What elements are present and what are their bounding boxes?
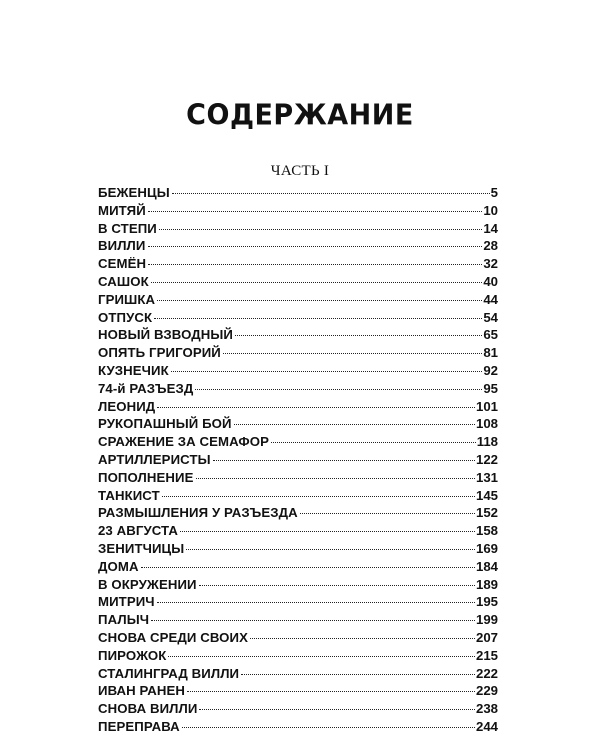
toc-entry-page: 199 xyxy=(475,612,498,628)
toc-entry-page: 222 xyxy=(475,665,498,681)
toc-entry-title: ОПЯТЬ ГРИГОРИЙ xyxy=(98,345,221,361)
toc-entry-page: 145 xyxy=(475,487,498,503)
toc-entry-page: 54 xyxy=(483,309,498,325)
toc-entry-title: ТАНКИСТ xyxy=(98,487,160,503)
toc-entry-page: 108 xyxy=(475,416,498,432)
toc-dot-leader xyxy=(250,638,475,639)
toc-dot-leader xyxy=(148,211,483,212)
toc-entry-title: ОТПУСК xyxy=(98,309,153,325)
toc-entry xyxy=(98,629,498,647)
toc-entry-title: РАЗМЫШЛЕНИЯ У РАЗЪЕЗДА xyxy=(98,505,298,521)
toc-entry-title: СРАЖЕНИЕ ЗА СЕМАФОР xyxy=(98,434,270,450)
toc-entry xyxy=(98,415,498,433)
toc-entry-page: 189 xyxy=(475,576,498,592)
toc-entry-page: 95 xyxy=(483,380,498,396)
toc-entry-title: АРТИЛЛЕРИСТЫ xyxy=(98,451,211,467)
toc-entry-title: ПАЛЫЧ xyxy=(98,612,150,628)
page-title: СОДЕРЖАНИЕ xyxy=(186,99,414,132)
toc-dot-leader xyxy=(151,282,483,283)
toc-entry-title: ИВАН РАНЕН xyxy=(98,683,186,699)
toc-entry-title: СТАЛИНГРАД ВИЛЛИ xyxy=(98,665,240,681)
toc-dot-leader xyxy=(271,442,476,443)
toc-dot-leader xyxy=(162,496,475,497)
part-heading: ЧАСТЬ I xyxy=(270,163,330,179)
toc-dot-leader xyxy=(154,318,482,319)
toc-entry-title: 74-й РАЗЪЕЗД xyxy=(98,380,194,396)
toc-entry-title: В СТЕПИ xyxy=(98,220,157,236)
toc-entry-page: 65 xyxy=(483,327,498,343)
toc-entry-title: МИТРИЧ xyxy=(98,594,155,610)
toc-entry xyxy=(98,682,498,700)
toc-entry-title: ПИРОЖОК xyxy=(98,647,167,663)
toc-entry xyxy=(98,433,498,451)
toc-entry xyxy=(98,558,498,576)
toc-entry-page: 28 xyxy=(483,238,498,254)
toc-entry xyxy=(98,540,498,558)
toc-entry-page: 44 xyxy=(483,291,498,307)
toc-dot-leader xyxy=(235,335,482,336)
toc-entry xyxy=(98,184,498,202)
toc-entry-page: 152 xyxy=(475,505,498,521)
toc-entry-page: 169 xyxy=(475,540,498,556)
toc-entry-title: ПОПОЛНЕНИЕ xyxy=(98,469,194,485)
toc-dot-leader xyxy=(159,229,482,230)
toc-dot-leader xyxy=(148,264,482,265)
toc-entry-page: 207 xyxy=(475,629,498,645)
toc-dot-leader xyxy=(199,709,475,710)
toc-entry-page: 158 xyxy=(475,523,498,539)
toc-entry-page: 131 xyxy=(475,469,498,485)
toc-entry-title: БЕЖЕНЦЫ xyxy=(98,185,170,200)
toc-entry-page: 81 xyxy=(483,345,498,361)
toc-entry xyxy=(98,362,498,380)
toc-entry xyxy=(98,380,498,398)
toc-dot-leader xyxy=(148,246,483,247)
toc-entry-title: СНОВА СРЕДИ СВОИХ xyxy=(98,629,248,645)
toc-entry xyxy=(98,344,498,362)
toc-dot-leader xyxy=(168,656,475,657)
toc-dot-leader xyxy=(199,585,475,586)
toc-entry-title: РУКОПАШНЫЙ БОЙ xyxy=(98,416,232,432)
toc-dot-leader xyxy=(180,531,475,532)
toc-entry-title: СНОВА ВИЛЛИ xyxy=(98,701,198,717)
table-of-contents xyxy=(98,184,498,736)
toc-entry xyxy=(98,700,498,718)
toc-entry xyxy=(98,647,498,665)
toc-dot-leader xyxy=(195,389,482,390)
toc-dot-leader xyxy=(151,620,475,621)
toc-entry-page: 195 xyxy=(475,594,498,610)
toc-entry-title: ДОМА xyxy=(98,558,139,574)
toc-entry xyxy=(98,522,498,540)
toc-entry xyxy=(98,326,498,344)
toc-entry-title: СЕМЁН xyxy=(98,256,147,272)
toc-entry-page: 92 xyxy=(483,362,498,378)
toc-entry-title: КУЗНЕЧИК xyxy=(98,362,169,378)
toc-entry-title: ГРИШКА xyxy=(98,291,156,307)
toc-entry-title: 23 АВГУСТА xyxy=(98,523,179,539)
toc-entry xyxy=(98,451,498,469)
toc-entry-page: 244 xyxy=(475,718,498,734)
toc-entry-page: 215 xyxy=(475,647,498,663)
toc-entry xyxy=(98,220,498,238)
toc-entry-title: НОВЫЙ ВЗВОДНЫЙ xyxy=(98,327,233,343)
toc-entry xyxy=(98,593,498,611)
toc-entry-page: 184 xyxy=(475,558,498,574)
toc-entry-page: 101 xyxy=(475,398,498,414)
toc-entry xyxy=(98,255,498,273)
toc-entry xyxy=(98,469,498,487)
toc-dot-leader xyxy=(223,353,482,354)
toc-entry xyxy=(98,202,498,220)
toc-entry-page: 10 xyxy=(483,202,498,218)
toc-entry-page: 14 xyxy=(483,220,498,236)
toc-dot-leader xyxy=(187,691,475,692)
toc-entry-page: 118 xyxy=(476,434,498,450)
toc-dot-leader xyxy=(300,513,475,514)
toc-entry xyxy=(98,487,498,505)
toc-entry-title: ПЕРЕПРАВА xyxy=(98,718,180,734)
toc-entry-page: 238 xyxy=(475,701,498,717)
toc-entry-title: МИТЯЙ xyxy=(98,202,146,218)
toc-dot-leader xyxy=(171,371,483,372)
toc-entry xyxy=(98,291,498,309)
toc-entry-title: ВИЛЛИ xyxy=(98,238,146,254)
toc-dot-leader xyxy=(182,727,475,728)
toc-entry-title: В ОКРУЖЕНИИ xyxy=(98,576,197,592)
toc-dot-leader xyxy=(157,300,482,301)
toc-entry xyxy=(98,576,498,594)
toc-entry xyxy=(98,273,498,291)
toc-dot-leader xyxy=(186,549,475,550)
toc-entry-page: 229 xyxy=(475,683,498,699)
toc-entry-title: ЛЕОНИД xyxy=(98,398,156,414)
toc-entry xyxy=(98,611,498,629)
toc-entry xyxy=(98,237,498,255)
toc-entry xyxy=(98,504,498,522)
toc-dot-leader xyxy=(157,602,475,603)
toc-dot-leader xyxy=(241,674,475,675)
toc-dot-leader xyxy=(157,407,475,408)
toc-entry-title: ЗЕНИТЧИЦЫ xyxy=(98,540,185,556)
toc-entry-title: САШОК xyxy=(98,273,149,289)
toc-entry xyxy=(98,398,498,416)
toc-dot-leader xyxy=(234,424,475,425)
toc-entry xyxy=(98,309,498,327)
toc-entry-page: 40 xyxy=(483,273,498,289)
toc-entry xyxy=(98,665,498,683)
toc-entry-page: 122 xyxy=(475,451,498,467)
toc-dot-leader xyxy=(172,193,490,194)
toc-entry xyxy=(98,718,498,736)
toc-dot-leader xyxy=(141,567,475,568)
toc-entry-page: 5 xyxy=(490,185,498,200)
toc-dot-leader xyxy=(213,460,475,461)
toc-entry-page: 32 xyxy=(483,256,498,272)
toc-dot-leader xyxy=(196,478,475,479)
